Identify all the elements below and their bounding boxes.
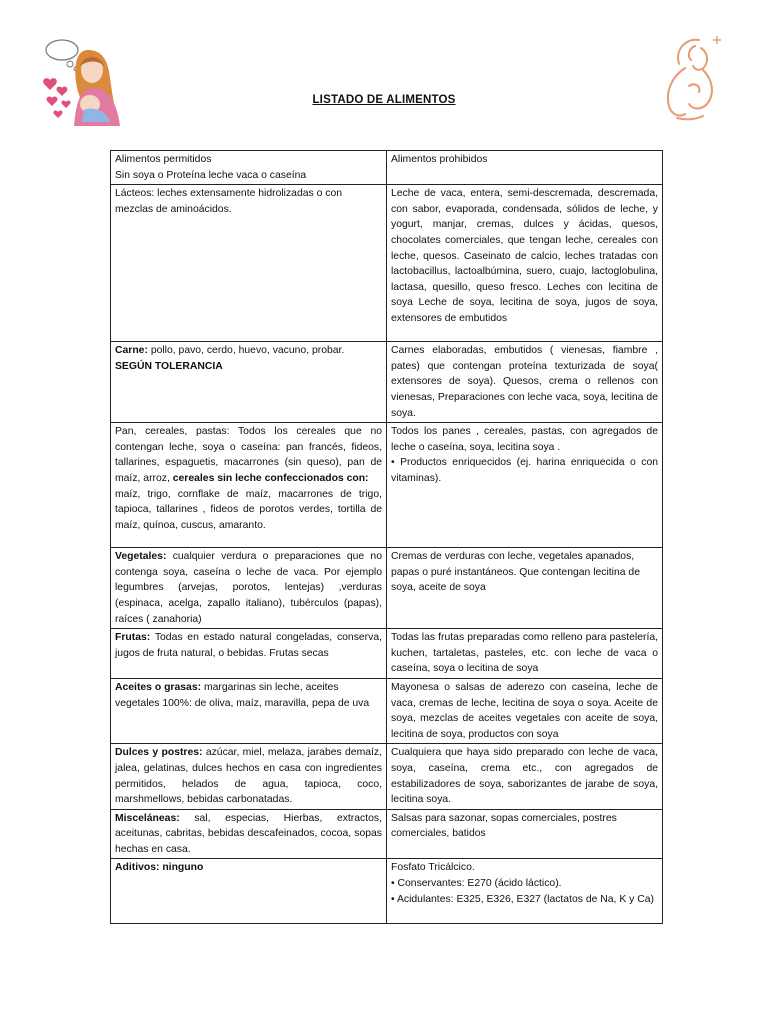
category-label: Misceláneas: xyxy=(115,812,180,824)
allowed-cell xyxy=(111,185,387,342)
prohibited-text: Todas las frutas preparadas como relleno para pastelería, kuchen, tartaletas, pasteles, etc. con leche de vaca o caseína, soya o lecitina de soya xyxy=(391,632,658,675)
prohibited-bullet: • Productos enriquecidos (ej. harina enriquecida o con vitaminas). xyxy=(391,457,658,484)
prohibited-text: Fosfato Tricálcico. xyxy=(391,862,475,874)
prohibited-text: Salsas para sazonar, sopas comerciales, postres comerciales, batidos xyxy=(391,812,617,840)
allowed-cell xyxy=(111,423,387,548)
category-label: Aditivos: ninguno xyxy=(115,862,204,874)
allowed-text: Lácteos: leches extensamente hidrolizadas o con mezclas de aminoácidos. xyxy=(115,188,343,215)
prohibited-header: Alimentos prohibidos xyxy=(387,151,663,185)
allowed-text: azúcar, miel, melaza, jarabes demaíz, jalea, gelatinas, dulces hechos en casa con ingredientes permitidos, helados de agua, tapioca, coco, marshmellows, bebidas carbonatadas. xyxy=(115,747,382,806)
allowed-text: cualquier verdura o preparaciones que no contenga soya, caseína o leche de vaca. Por ejemplo legumbres (arvejas, porotos, lentejas) ,verduras (espinaca, acelga, zapallo italiano), tubérculos (papas), raíces ( zanahoria) xyxy=(115,551,382,625)
allowed-cell xyxy=(111,744,387,809)
prohibited-cell xyxy=(387,809,663,859)
tolerance-note: SEGÚN TOLERANCIA xyxy=(115,360,223,372)
table-row-miscelaneas xyxy=(111,809,663,859)
prohibited-text: Mayonesa o salsas de aderezo con caseína, leche de vaca, cremas de leche, lecitina de soya o soya. Aceite de soya, mezclas de aceites vegetales con aceite de soya, lecitina de soya, productos con soya xyxy=(391,681,658,740)
allowed-cell xyxy=(111,629,387,679)
allowed-text: sal, especias, Hierbas, extractos, aceitunas, cabritas, bebidas descafeinados, cocoa, sopas hechas en casa. xyxy=(115,812,382,855)
table-row-pan xyxy=(111,423,663,548)
category-label: Dulces y postres: xyxy=(115,747,203,759)
allowed-header-subtitle: Sin soya o Proteína leche vaca o caseína xyxy=(115,169,307,181)
category-label: Vegetales: xyxy=(115,551,167,563)
allowed-cell xyxy=(111,548,387,629)
table-row-frutas xyxy=(111,629,663,679)
prohibited-text: Todos los panes , cereales, pastas, con agregados de leche o caseína, soya, lecitina soya . xyxy=(391,426,658,453)
allowed-text: Todas en estado natural congeladas, conserva, jugos de fruta natural, o bebidas. Frutas secas xyxy=(115,632,382,659)
category-label: Carne: xyxy=(115,345,148,357)
prohibited-cell xyxy=(387,423,663,548)
allowed-cell xyxy=(111,342,387,423)
allowed-text: pollo, pavo, cerdo, huevo, vacuno, probar. xyxy=(150,345,345,357)
prohibited-cell xyxy=(387,629,663,679)
allowed-header-title: Alimentos permitidos xyxy=(115,154,212,165)
prohibited-cell xyxy=(387,548,663,629)
breastfeeding-outline-logo xyxy=(655,30,731,122)
table-header-row xyxy=(111,151,663,185)
food-list-table xyxy=(110,150,663,924)
prohibited-cell xyxy=(387,678,663,743)
prohibited-text: Carnes elaboradas, embutidos ( vienesas, fiambre , pates) que contengan proteína texturizada de soya( extensores de soya). Quesos, crema o rellenos con vienesas, Preparaciones con leche vaca, soya, lecitina de soya. xyxy=(391,345,658,419)
table-row-lacteos xyxy=(111,185,663,342)
page-title: LISTADO DE ALIMENTOS xyxy=(312,94,456,106)
sparkle-icon xyxy=(713,36,721,44)
allowed-text: margarinas sin leche, aceites vegetales 100%: de oliva, maíz, maravilla, pepa de uva xyxy=(115,681,370,709)
allowed-cell xyxy=(111,678,387,743)
prohibited-cell xyxy=(387,744,663,809)
mother-baby-logo xyxy=(40,36,134,130)
table-row-aditivos xyxy=(111,859,663,924)
allowed-cell xyxy=(111,809,387,859)
allowed-cell xyxy=(111,859,387,924)
allowed-text-continued: maíz, trigo, cornflake de maíz, macarrones de trigo, tapioca, tallarines , fideos de porotos verdes, tortilla de maíz, quínoa, cuscus, amaranto. xyxy=(115,488,382,531)
category-label: Frutas: xyxy=(115,632,151,644)
prohibited-bullet: • Acidulantes: E325, E326, E327 (lactatos de Na, K y Ca) xyxy=(391,893,654,905)
table-row-carne xyxy=(111,342,663,423)
prohibited-cell xyxy=(387,185,663,342)
allowed-header xyxy=(111,151,387,185)
prohibited-cell xyxy=(387,859,663,924)
category-label: cereales sin leche confeccionados con: xyxy=(172,472,369,484)
prohibited-text: Leche de vaca, entera, semi-descremada, descremada, con sabor, evaporada, condensada, sólidos de leche, y yogurt, manjar, cremas, dulces y ácidas, quesos, chocolates comerciales, que tengan leche, cereales con leche, quesos. Caseinato de calcio, leches tratadas con lactobacillus, lactoalbúmina, suero, cuajo, lactoglobulina, lactasa, quesillo, queso fresco. Leches con lecitina de soya Leche de soya, lecitina de soya, jugos de soya, extensores de embutidos xyxy=(391,188,658,324)
prohibited-text: Cremas de verduras con leche, vegetales apanados, papas o puré instantáneos. Que contengan lecitina de xyxy=(391,551,640,578)
table-row-vegetales xyxy=(111,548,663,629)
allowed-text: Pan, cereales, pastas: Todos los cereales que no contengan leche, soya o caseína: pan francés, fideos, tallarines, espaguetis, macarrones (sin queso), pan de maíz, arroz, xyxy=(115,426,382,484)
category-label: Aceites o grasas: xyxy=(115,681,202,693)
prohibited-text: Cualquiera que haya sido preparado con leche de vaca, soya, caseína, crema etc., con agregados de estabilizadores de soya, saborizantes de jarabe de soya, lecitina soya. xyxy=(391,747,658,806)
table-row-aceites xyxy=(111,678,663,743)
prohibited-bullet: • Conservantes: E270 (ácido láctico). xyxy=(391,878,562,890)
prohibited-cell xyxy=(387,342,663,423)
prohibited-text-continued: soya, aceite de soya xyxy=(391,582,486,594)
table-row-dulces xyxy=(111,744,663,809)
thought-bubble-icon xyxy=(46,40,78,71)
